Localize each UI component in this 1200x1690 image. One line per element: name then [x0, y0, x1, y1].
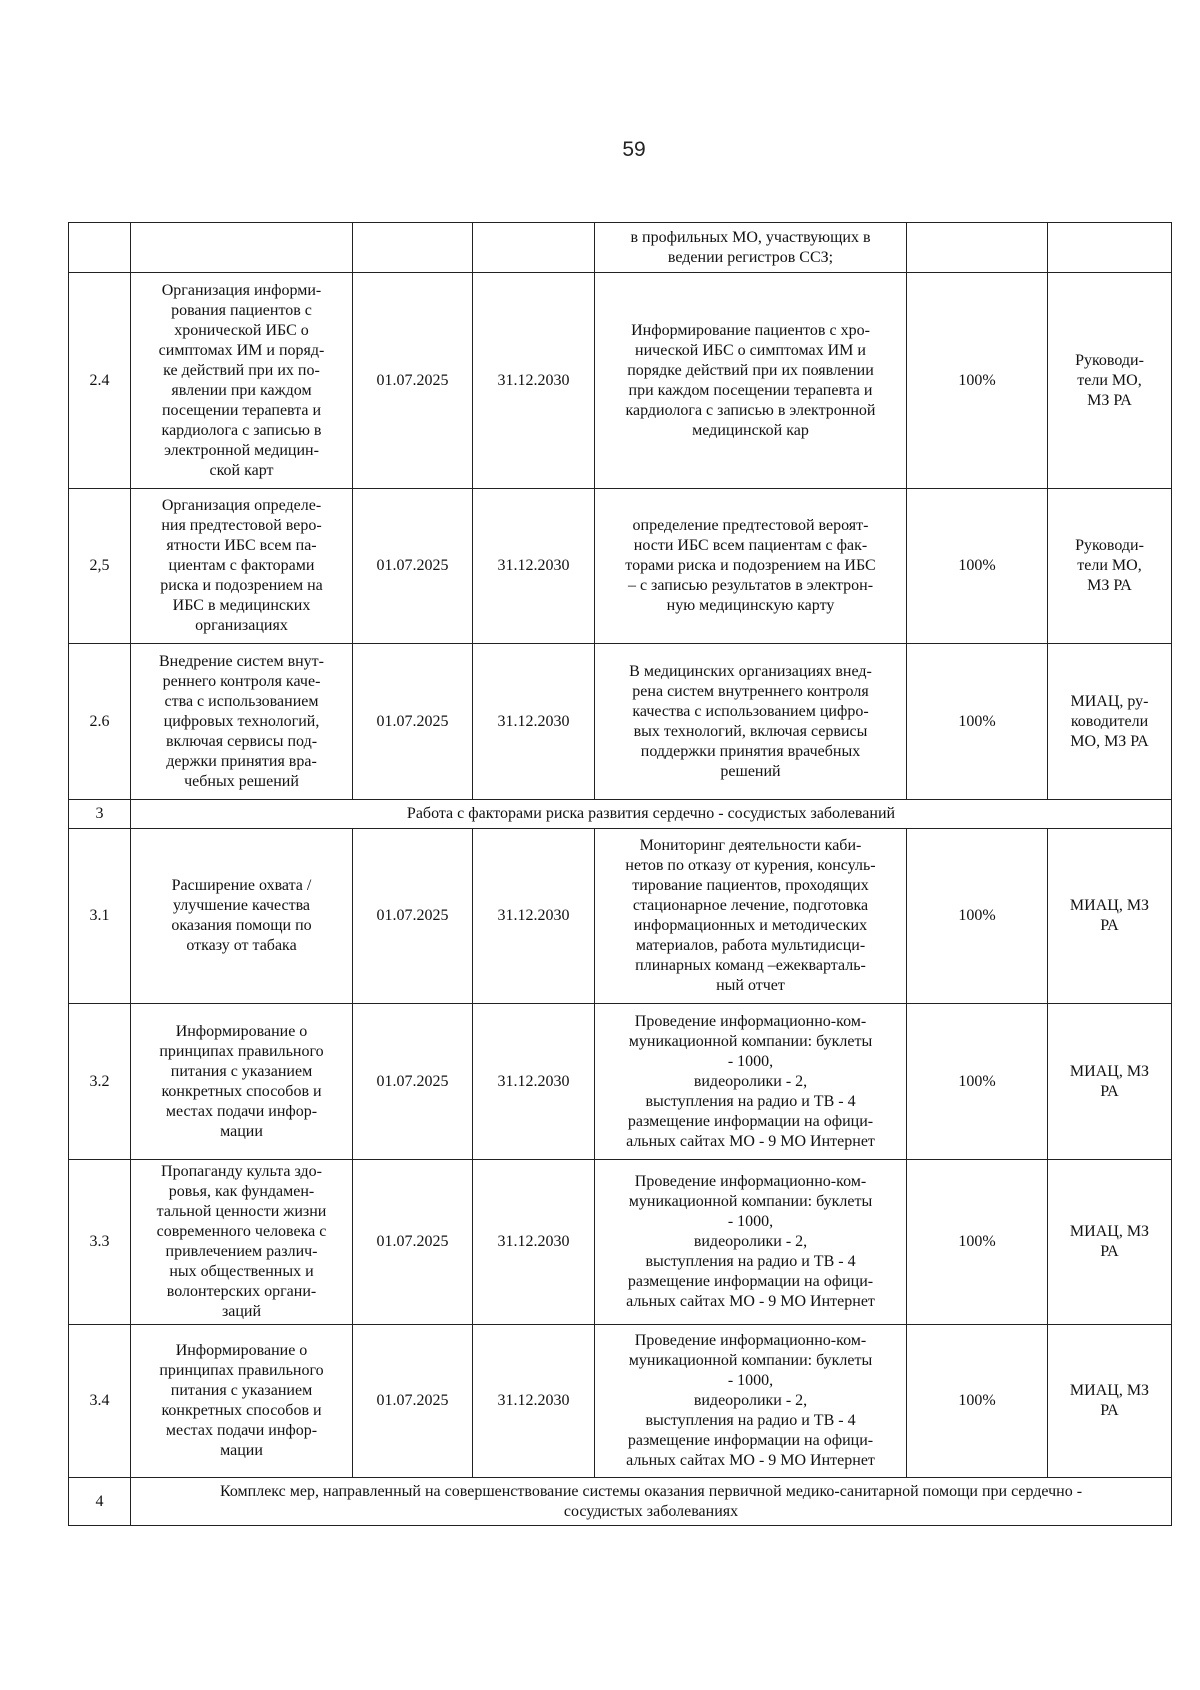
cell-start: 01.07.2025: [353, 1160, 473, 1325]
cell-num: 3.4: [69, 1325, 131, 1478]
cell-result: В медицинских организациях внед- рена систем внутреннего контроля качества с использованием цифро- вых технологий, включая сервисы поддержки принятия врачебных решений: [595, 644, 907, 800]
cell-num: 3.2: [69, 1004, 131, 1160]
cell-result: в профильных МО, участвующих в ведении регистров ССЗ;: [595, 223, 907, 273]
cell-start: [353, 223, 473, 273]
cell-num: 3.1: [69, 829, 131, 1004]
cell-event: Информирование о принципах правильного питания с указанием конкретных способов и местах подачи инфор- мации: [131, 1325, 353, 1478]
cell-responsible: МИАЦ, МЗ РА: [1048, 829, 1172, 1004]
table-row: [69, 489, 1172, 644]
cell-event: Информирование о принципах правильного питания с указанием конкретных способов и местах подачи инфор- мации: [131, 1004, 353, 1160]
cell-value: 100%: [907, 1004, 1048, 1160]
cell-value: 100%: [907, 644, 1048, 800]
cell-result: Проведение информационно-ком- муникационной компании: буклеты - 1000, видеоролики - 2, выступления на радио и ТВ - 4 размещение информации на офици- альных сайтах МО - 9 МО Интернет: [595, 1325, 907, 1478]
cell-responsible: Руководи- тели МО, МЗ РА: [1048, 489, 1172, 644]
cell-value: 100%: [907, 1325, 1048, 1478]
cell-end: 31.12.2030: [473, 1325, 595, 1478]
cell-value: 100%: [907, 489, 1048, 644]
cell-result: Информирование пациентов с хро- нической ИБС о симптомах ИМ и порядке действий при их появлении при каждом посещении терапевта и кардиолога с записью в электронной медицинской кар: [595, 273, 907, 489]
cell-responsible: МИАЦ, МЗ РА: [1048, 1325, 1172, 1478]
cell-result: определение предтестовой вероят- ности ИБС всем пациентам с фак- торами риска и подозрением на ИБС – с записью результатов в электрон- ную медицинскую карту: [595, 489, 907, 644]
table-row: [69, 273, 1172, 489]
cell-num: 2.4: [69, 273, 131, 489]
cell-responsible: Руководи- тели МО, МЗ РА: [1048, 273, 1172, 489]
cell-responsible: МИАЦ, МЗ РА: [1048, 1004, 1172, 1160]
cell-end: 31.12.2030: [473, 1004, 595, 1160]
cell-start: 01.07.2025: [353, 829, 473, 1004]
cell-value: 100%: [907, 829, 1048, 1004]
cell-result: Мониторинг деятельности каби- нетов по отказу от курения, консуль- тирование пациентов, проходящих стационарное лечение, подготовка информационных и методических материалов, работа мультидисци- плинарных команд –ежекварталь- ный отчет: [595, 829, 907, 1004]
cell-end: 31.12.2030: [473, 829, 595, 1004]
cell-end: 31.12.2030: [473, 489, 595, 644]
cell-start: 01.07.2025: [353, 273, 473, 489]
cell-event: Организация определе- ния предтестовой веро- ятности ИБС всем па- циентам с факторами риска и подозрением на ИБС в медицинских организациях: [131, 489, 353, 644]
cell-end: 31.12.2030: [473, 644, 595, 800]
continuation-row: [69, 223, 1172, 273]
table-row: [69, 1004, 1172, 1160]
cell-value: 100%: [907, 273, 1048, 489]
cell-event: [131, 223, 353, 273]
cell-event: Организация информи- рования пациентов с хронической ИБС о симптомах ИМ и поряд- ке действий при их по- явлении при каждом посещении терапевта и кардиолога с записью в электронной медицин- ской карт: [131, 273, 353, 489]
table-row: [69, 1160, 1172, 1325]
table-row: [69, 829, 1172, 1004]
cell-event: Расширение охвата / улучшение качества оказания помощи по отказу от табака: [131, 829, 353, 1004]
cell-start: 01.07.2025: [353, 644, 473, 800]
activity-plan-table: [68, 222, 1172, 1526]
cell-value: 100%: [907, 1160, 1048, 1325]
cell-responsible: [1048, 223, 1172, 273]
cell-event: Пропаганду культа здо- ровья, как фундамен- тальной ценности жизни современного человека с привлечением различ- ных общественных и волонтерских органи- заций: [131, 1160, 353, 1325]
section-row: [69, 1478, 1172, 1526]
section-row: [69, 800, 1172, 829]
cell-num: 2.6: [69, 644, 131, 800]
cell-result: Проведение информационно-ком- муникационной компании: буклеты - 1000, видеоролики - 2, выступления на радио и ТВ - 4 размещение информации на офици- альных сайтах МО - 9 МО Интернет: [595, 1160, 907, 1325]
table-row: [69, 1325, 1172, 1478]
cell-responsible: МИАЦ, МЗ РА: [1048, 1160, 1172, 1325]
cell-num: 2,5: [69, 489, 131, 644]
section-title: Комплекс мер, направленный на совершенствование системы оказания первичной медико-санитарной помощи при сердечно - сосудистых заболеваниях: [131, 1478, 1172, 1526]
cell-num: 4: [69, 1478, 131, 1526]
cell-start: 01.07.2025: [353, 489, 473, 644]
cell-end: [473, 223, 595, 273]
cell-num: [69, 223, 131, 273]
cell-start: 01.07.2025: [353, 1325, 473, 1478]
page-number: 59: [622, 138, 646, 161]
cell-num: 3.3: [69, 1160, 131, 1325]
cell-responsible: МИАЦ, ру- ководители МО, МЗ РА: [1048, 644, 1172, 800]
section-title: Работа с факторами риска развития сердечно - сосудистых заболеваний: [131, 800, 1172, 829]
cell-end: 31.12.2030: [473, 1160, 595, 1325]
cell-value: [907, 223, 1048, 273]
table-row: [69, 644, 1172, 800]
cell-result: Проведение информационно-ком- муникационной компании: буклеты - 1000, видеоролики - 2, выступления на радио и ТВ - 4 размещение информации на офици- альных сайтах МО - 9 МО Интернет: [595, 1004, 907, 1160]
cell-end: 31.12.2030: [473, 273, 595, 489]
cell-event: Внедрение систем внут- реннего контроля каче- ства с использованием цифровых технологий, включая сервисы под- держки принятия вра- чебных решений: [131, 644, 353, 800]
cell-num: 3: [69, 800, 131, 829]
cell-start: 01.07.2025: [353, 1004, 473, 1160]
